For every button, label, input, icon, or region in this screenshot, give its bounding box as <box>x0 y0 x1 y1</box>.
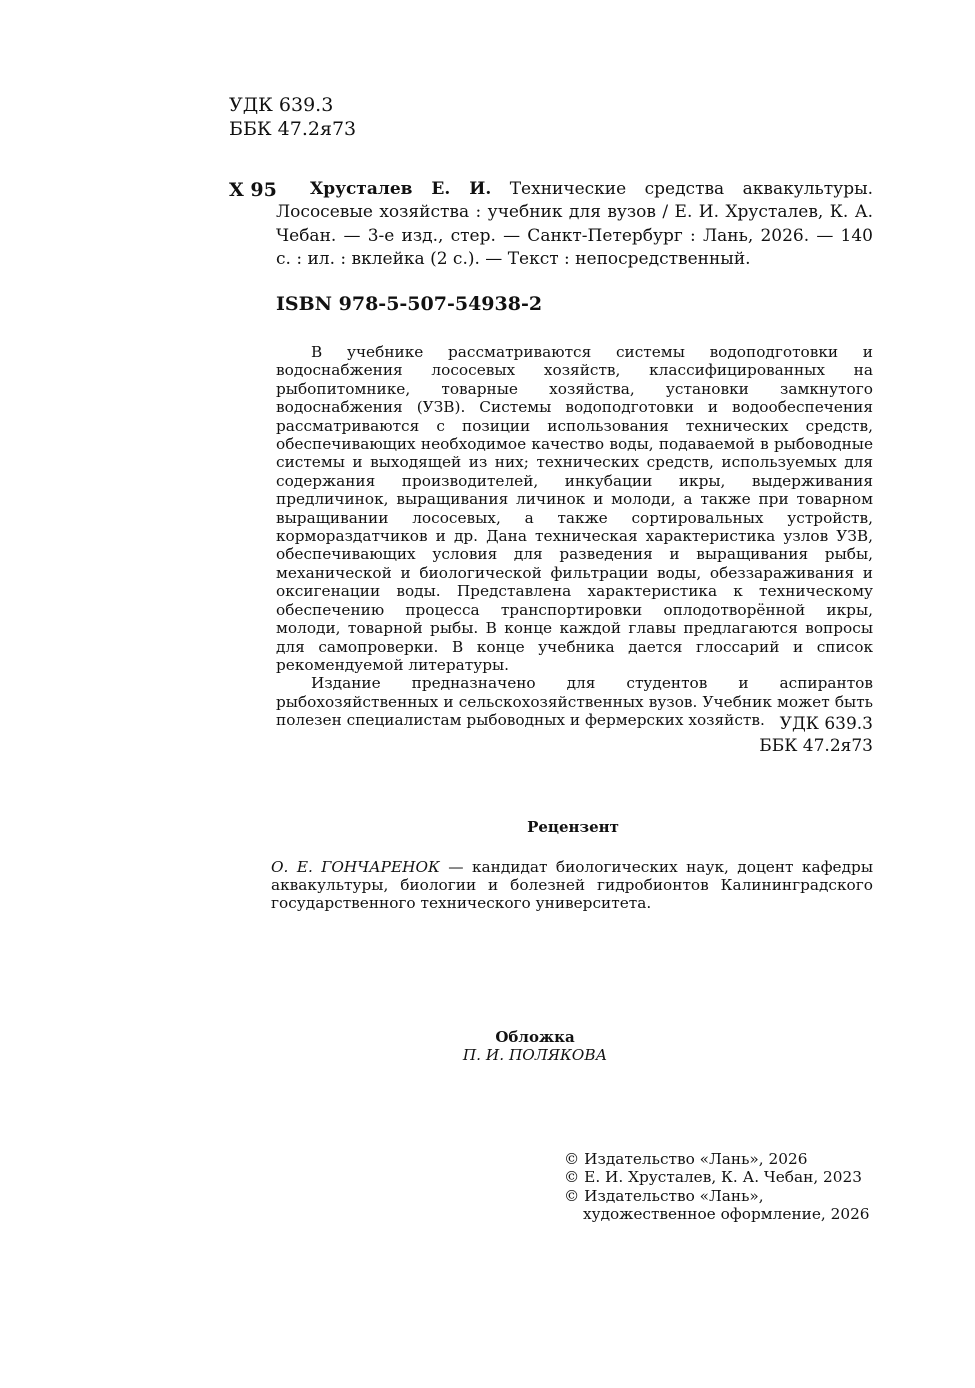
author-sign: Х 95 <box>229 179 277 201</box>
copyright-line: художественное оформление, 2026 <box>583 1204 870 1223</box>
copyright-block <box>564 1150 870 1223</box>
author-name: Хрусталев Е. И. <box>310 179 492 199</box>
bibliographic-record <box>276 178 873 271</box>
annotation-paragraph: В учебнике рассматриваются системы водоподготовки и водоснабжения лососевых хозяйств, классифицированных на рыбопитомнике, товарные хозяйства, установки замкнутого водоснабжения (УЗВ). Системы водоподготовки и водообеспечения рассматриваются с позиции использования технических средств, обеспечивающих необходимое качество воды, подаваемой в рыбоводные системы и выходящей из них; технических средств, используемых для содержания производителей, инкубации икры, выдерживания предличинок, выращивания личинок и молоди, а также при товарном выращивании лососевых, а также сортировальных устройств, кормораздатчиков и др. Дана техническая характеристика узлов УЗВ, обеспечивающих условия для разведения и выращивания рыбы, механической и биологической фильтрации воды, обеззараживания и оксигенации воды. Представлена характеристика к техническому обеспечению процесса транспортировки оплодотворённой икры, молоди, товарной рыбы. В конце каждой главы предлагаются вопросы для самопроверки. В конце учебника дается глоссарий и список рекомендуемой литературы. <box>276 343 873 674</box>
footer-classification <box>759 713 873 757</box>
cover-designer: П. И. ПОЛЯКОВА <box>462 1046 608 1064</box>
bibliographic-description: Технические средства аквакультуры. Лососевые хозяйства : учебник для вузов / Е. И. Хрусталев, К. А. Чебан. — 3-е изд., стер. — Санкт-Петербург : Лань, 2026. — 140 с. : ил. : вклейка (2 с.). — Текст : непосредственный. <box>276 179 874 269</box>
annotation-paragraph: Издание предназначено для студентов и аспирантов рыбохозяйственных и сельскохозяйственных вузов. Учебник может быть полезен специалистам рыбоводных и фермерских хозяйств. <box>276 674 873 730</box>
bbk-code-bottom: ББК 47.2я73 <box>759 736 873 756</box>
udk-code-bottom: УДК 639.3 <box>779 714 873 734</box>
reviewer-heading: Рецензент <box>527 818 619 836</box>
copyright-line: © Издательство «Лань», 2026 <box>564 1150 808 1168</box>
bbk-code: ББК 47.2я73 <box>229 118 357 140</box>
cover-heading: Обложка <box>495 1028 575 1046</box>
bibliographic-text <box>276 178 873 271</box>
annotation <box>276 343 873 730</box>
copyright-line: © Е. И. Хрусталев, К. А. Чебан, 2023 <box>564 1168 862 1187</box>
reviewer-name: О. Е. ГОНЧАРЕНОК <box>271 858 440 876</box>
udk-code: УДК 639.3 <box>229 94 334 116</box>
header-classification <box>229 93 356 141</box>
reviewer-info <box>271 858 873 913</box>
isbn: ISBN 978-5-507-54938-2 <box>276 293 543 315</box>
copyright-line: © Издательство «Лань», <box>564 1186 764 1205</box>
reviewer-details: — кандидат биологических наук, доцент кафедры аквакультуры, биологии и болезней гидробионтов Калининградского государственного технического университета. <box>271 858 873 913</box>
